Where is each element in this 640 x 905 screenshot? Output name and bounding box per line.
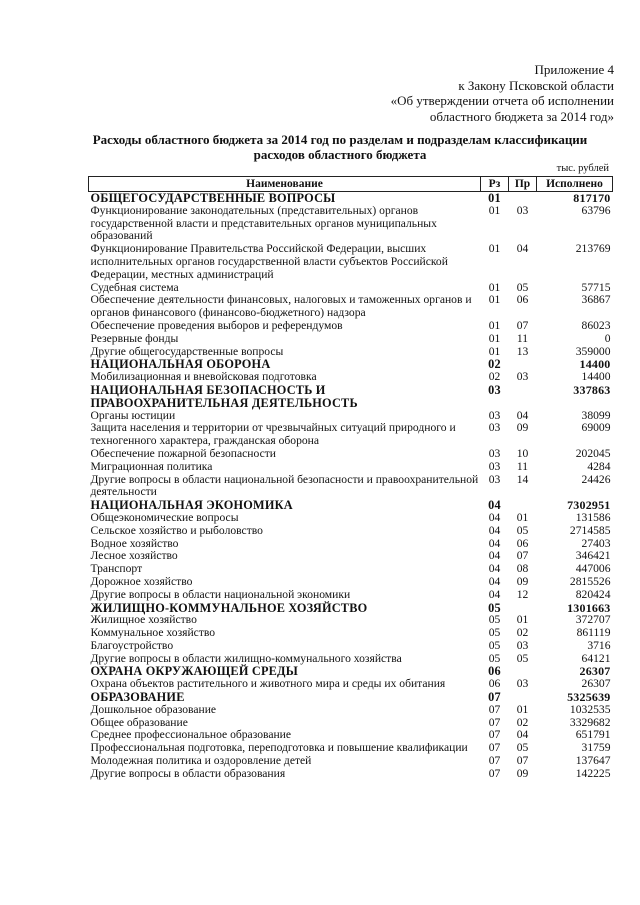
cell-name: Транспорт xyxy=(90,562,143,576)
cell-rz: 07 xyxy=(488,690,501,705)
table-row xyxy=(89,512,613,525)
cell-value: 3329682 xyxy=(569,715,611,729)
cell-name: Лесное хозяйство xyxy=(90,549,178,563)
cell-pr: 14 xyxy=(516,472,529,486)
appendix-number: Приложение 4 xyxy=(534,62,614,77)
cell-value: 861119 xyxy=(576,626,611,640)
cell-name: Судебная система xyxy=(90,280,179,294)
cell-name: Обеспечение пожарной безопасности xyxy=(90,446,277,460)
table-row xyxy=(89,205,613,243)
cell-rz: 03 xyxy=(488,446,501,460)
cell-rz: 04 xyxy=(488,498,501,513)
table-row xyxy=(89,448,613,461)
cell-value: 27403 xyxy=(581,536,611,550)
cell-pr: 03 xyxy=(516,638,529,652)
cell-pr: 06 xyxy=(516,536,529,550)
cell-name: Резервные фонды xyxy=(90,331,179,345)
cell-value: 4284 xyxy=(587,459,611,473)
cell-name: Профессиональная подготовка, переподготовка и повышение квалификации xyxy=(90,741,468,755)
cell-name: Органы юстиции xyxy=(90,408,176,422)
cell-pr xyxy=(509,384,537,410)
cell-pr: 09 xyxy=(516,574,529,588)
cell-pr: 02 xyxy=(516,715,529,729)
appendix-header xyxy=(391,62,614,124)
cell-name: Водное хозяйство xyxy=(90,536,179,550)
cell-value: 131586 xyxy=(575,510,611,524)
cell-value: 64121 xyxy=(581,651,611,665)
title-line2: расходов областного бюджета xyxy=(253,147,427,162)
cell-pr: 11 xyxy=(516,331,529,345)
cell-name: НАЦИОНАЛЬНАЯ ЭКОНОМИКА xyxy=(90,498,293,513)
section-row xyxy=(89,384,613,410)
cell-rz: 06 xyxy=(488,677,501,691)
cell-pr: 07 xyxy=(516,549,529,563)
table-row xyxy=(89,563,613,576)
section-row xyxy=(89,499,613,512)
cell-rz: 04 xyxy=(488,574,501,588)
cell-name: Общее образование xyxy=(90,715,188,729)
cell-pr: 06 xyxy=(516,293,529,307)
cell-pr xyxy=(509,192,537,205)
cell-rz: 03 xyxy=(488,459,501,473)
cell-rz: 04 xyxy=(488,549,501,563)
cell-value: 1032535 xyxy=(569,702,611,716)
cell-value: 651791 xyxy=(575,728,611,742)
cell-name: Миграционная политика xyxy=(90,459,213,473)
cell-pr: 07 xyxy=(516,318,529,332)
cell-value: 447006 xyxy=(575,562,611,576)
cell-pr: 04 xyxy=(516,242,529,256)
cell-name: Другие вопросы в области образования xyxy=(90,766,286,780)
table-row xyxy=(89,461,613,474)
cell-rz: 02 xyxy=(488,370,501,384)
cell-rz: 01 xyxy=(488,293,501,307)
law-title-line2: областного бюджета за 2014 год» xyxy=(429,108,614,124)
table-row xyxy=(89,576,613,589)
cell-value: 26307 xyxy=(579,664,611,679)
cell-pr: 10 xyxy=(516,446,529,460)
title-line1: Расходы областного бюджета за 2014 год по разделам и подразделам классификации xyxy=(92,132,588,147)
cell-name: НАЦИОНАЛЬНАЯ БЕЗОПАСНОСТЬ И ПРАВООХРАНИТЕЛЬНАЯ ДЕЯТЕЛЬНОСТЬ xyxy=(90,382,358,410)
cell-rz: 01 xyxy=(488,318,501,332)
table-row xyxy=(89,474,613,500)
cell-value: 31759 xyxy=(581,741,611,755)
cell-rz: 01 xyxy=(488,331,501,345)
document-title xyxy=(60,132,620,162)
cell-pr: 01 xyxy=(516,613,529,627)
cell-pr: 03 xyxy=(516,370,529,384)
cell-pr: 11 xyxy=(516,459,529,473)
law-title-line1: «Об утверждении отчета об исполнении xyxy=(390,93,614,108)
cell-name: Обеспечение проведения выборов и референдумов xyxy=(90,318,343,332)
cell-rz: 03 xyxy=(488,408,501,422)
cell-rz: 03 xyxy=(488,421,501,435)
table-row xyxy=(89,627,613,640)
cell-rz: 03 xyxy=(488,382,501,397)
cell-value: 1301663 xyxy=(567,600,611,615)
table-row xyxy=(89,589,613,602)
cell-rz: 04 xyxy=(488,523,501,537)
cell-rz: 06 xyxy=(488,664,501,679)
cell-pr: 04 xyxy=(516,728,529,742)
law-reference: к Закону Псковской области xyxy=(458,77,614,93)
cell-name: Защита населения и территории от чрезвычайных ситуаций природного и техногенного характера, гражданская оборона xyxy=(90,421,456,448)
cell-value: 5325639 xyxy=(567,690,611,705)
cell-name: Сельское хозяйство и рыболовство xyxy=(90,523,263,537)
cell-name: Функционирование Правительства Российской Федерации, высших исполнительных органов государственной власти субъектов Российской Федерации, местных администраций xyxy=(90,242,448,281)
cell-rz: 05 xyxy=(488,638,501,652)
cell-pr: 01 xyxy=(516,702,529,716)
cell-rz: 03 xyxy=(488,472,501,486)
cell-rz: 01 xyxy=(488,280,501,294)
cell-value: 202045 xyxy=(575,446,611,460)
cell-pr: 05 xyxy=(516,280,529,294)
section-row xyxy=(89,192,613,205)
cell-name: Общеэкономические вопросы xyxy=(90,510,239,524)
cell-name: ОБРАЗОВАНИЕ xyxy=(90,690,185,705)
cell-name: Другие общегосударственные вопросы xyxy=(90,344,284,358)
units-label: тыс. рублей xyxy=(556,163,609,174)
cell-value: 0 xyxy=(604,331,611,345)
cell-value: 2815526 xyxy=(569,574,611,588)
table-row xyxy=(89,768,613,781)
cell-rz: 01 xyxy=(488,203,501,217)
cell-rz: 04 xyxy=(488,562,501,576)
section-row xyxy=(89,691,613,704)
budget-table xyxy=(88,176,613,781)
cell-value: 817170 xyxy=(573,191,611,205)
cell-value: 14400 xyxy=(581,370,611,384)
cell-value: 24426 xyxy=(581,472,611,486)
cell-name: Функционирование законодательных (представительных) органов государственной власти и представительных органов муниципальных образований xyxy=(90,203,437,243)
cell-pr: 09 xyxy=(516,421,529,435)
cell-value: 2714585 xyxy=(569,523,611,537)
cell-pr: 01 xyxy=(516,510,529,524)
cell-pr: 04 xyxy=(516,408,529,422)
cell-pr: 05 xyxy=(516,741,529,755)
cell-name: Другие вопросы в области жилищно-коммунального хозяйства xyxy=(90,651,402,665)
cell-value: 14400 xyxy=(579,357,611,372)
cell-pr xyxy=(509,499,537,512)
cell-pr: 05 xyxy=(516,523,529,537)
table-row xyxy=(89,243,613,281)
cell-pr xyxy=(509,691,537,704)
cell-pr: 03 xyxy=(516,203,529,217)
cell-name: ОХРАНА ОКРУЖАЮЩЕЙ СРЕДЫ xyxy=(90,664,298,679)
cell-value: 7302951 xyxy=(567,498,611,513)
column-header-value: Исполнено xyxy=(537,177,613,192)
cell-pr: 03 xyxy=(516,677,529,691)
cell-name: Дорожное хозяйство xyxy=(90,574,193,588)
cell-rz: 07 xyxy=(488,766,501,780)
cell-name: ЖИЛИЩНО-КОММУНАЛЬНОЕ ХОЗЯЙСТВО xyxy=(90,600,368,615)
table-row xyxy=(89,640,613,653)
cell-rz: 04 xyxy=(488,536,501,550)
cell-value: 137647 xyxy=(575,754,611,768)
cell-value: 63796 xyxy=(581,203,611,217)
cell-value: 86023 xyxy=(581,318,611,332)
table-header-row xyxy=(89,177,613,192)
cell-value: 820424 xyxy=(575,587,611,601)
cell-name: ОБЩЕГОСУДАРСТВЕННЫЕ ВОПРОСЫ xyxy=(90,191,336,205)
table-row xyxy=(89,294,613,320)
cell-pr: 09 xyxy=(516,766,529,780)
cell-value: 213769 xyxy=(575,242,611,256)
cell-pr: 08 xyxy=(516,562,529,576)
cell-rz: 07 xyxy=(488,715,501,729)
cell-name: Жилищное хозяйство xyxy=(90,613,197,627)
table-row xyxy=(89,320,613,333)
table-row xyxy=(89,333,613,346)
cell-name: Охрана объектов растительного и животного мира и среды их обитания xyxy=(90,677,446,691)
cell-rz: 05 xyxy=(488,651,501,665)
cell-pr: 05 xyxy=(516,651,529,665)
cell-rz: 04 xyxy=(488,587,501,601)
table-row xyxy=(89,704,613,717)
cell-value: 57715 xyxy=(581,280,611,294)
cell-rz: 07 xyxy=(488,741,501,755)
cell-name: Другие вопросы в области национальной экономики xyxy=(90,587,351,601)
cell-value: 372707 xyxy=(575,613,611,627)
cell-value: 359000 xyxy=(575,344,611,358)
cell-name: НАЦИОНАЛЬНАЯ ОБОРОНА xyxy=(90,357,271,372)
cell-name: Обеспечение деятельности финансовых, налоговых и таможенных органов и органов финансового (финансово-бюджетного) надзора xyxy=(90,293,472,320)
table-row xyxy=(89,422,613,448)
cell-pr: 07 xyxy=(516,754,529,768)
cell-rz: 01 xyxy=(488,344,501,358)
cell-name: Молодежная политика и оздоровление детей xyxy=(90,754,312,768)
cell-value: 337863 xyxy=(573,382,611,397)
cell-rz: 01 xyxy=(488,191,501,205)
table-row xyxy=(89,550,613,563)
cell-value: 142225 xyxy=(575,766,611,780)
cell-pr: 13 xyxy=(516,344,529,358)
cell-pr: 02 xyxy=(516,626,529,640)
cell-name: Среднее профессиональное образование xyxy=(90,728,292,742)
cell-name: Коммунальное хозяйство xyxy=(90,626,216,640)
table-row xyxy=(89,755,613,768)
cell-value: 346421 xyxy=(575,549,611,563)
cell-value: 3716 xyxy=(587,638,611,652)
cell-rz: 05 xyxy=(488,626,501,640)
cell-value: 38099 xyxy=(581,408,611,422)
column-header-name: Наименование xyxy=(89,177,481,192)
column-header-rz: Рз xyxy=(481,177,509,192)
cell-rz: 07 xyxy=(488,702,501,716)
cell-name: Дошкольное образование xyxy=(90,702,217,716)
cell-rz: 07 xyxy=(488,754,501,768)
cell-rz: 01 xyxy=(488,242,501,256)
cell-value: 26307 xyxy=(581,677,611,691)
table-row xyxy=(89,525,613,538)
cell-value: 69009 xyxy=(581,421,611,435)
cell-rz: 05 xyxy=(488,613,501,627)
cell-rz: 02 xyxy=(488,357,501,372)
cell-rz: 05 xyxy=(488,600,501,615)
cell-pr: 12 xyxy=(516,587,529,601)
cell-rz: 04 xyxy=(488,510,501,524)
cell-name: Другие вопросы в области национальной безопасности и правоохранительной деятельности xyxy=(90,472,479,499)
column-header-pr: Пр xyxy=(509,177,537,192)
cell-name: Благоустройство xyxy=(90,638,174,652)
cell-value: 36867 xyxy=(581,293,611,307)
cell-rz: 07 xyxy=(488,728,501,742)
table-body xyxy=(89,192,613,781)
cell-name: Мобилизационная и вневойсковая подготовка xyxy=(90,370,317,384)
